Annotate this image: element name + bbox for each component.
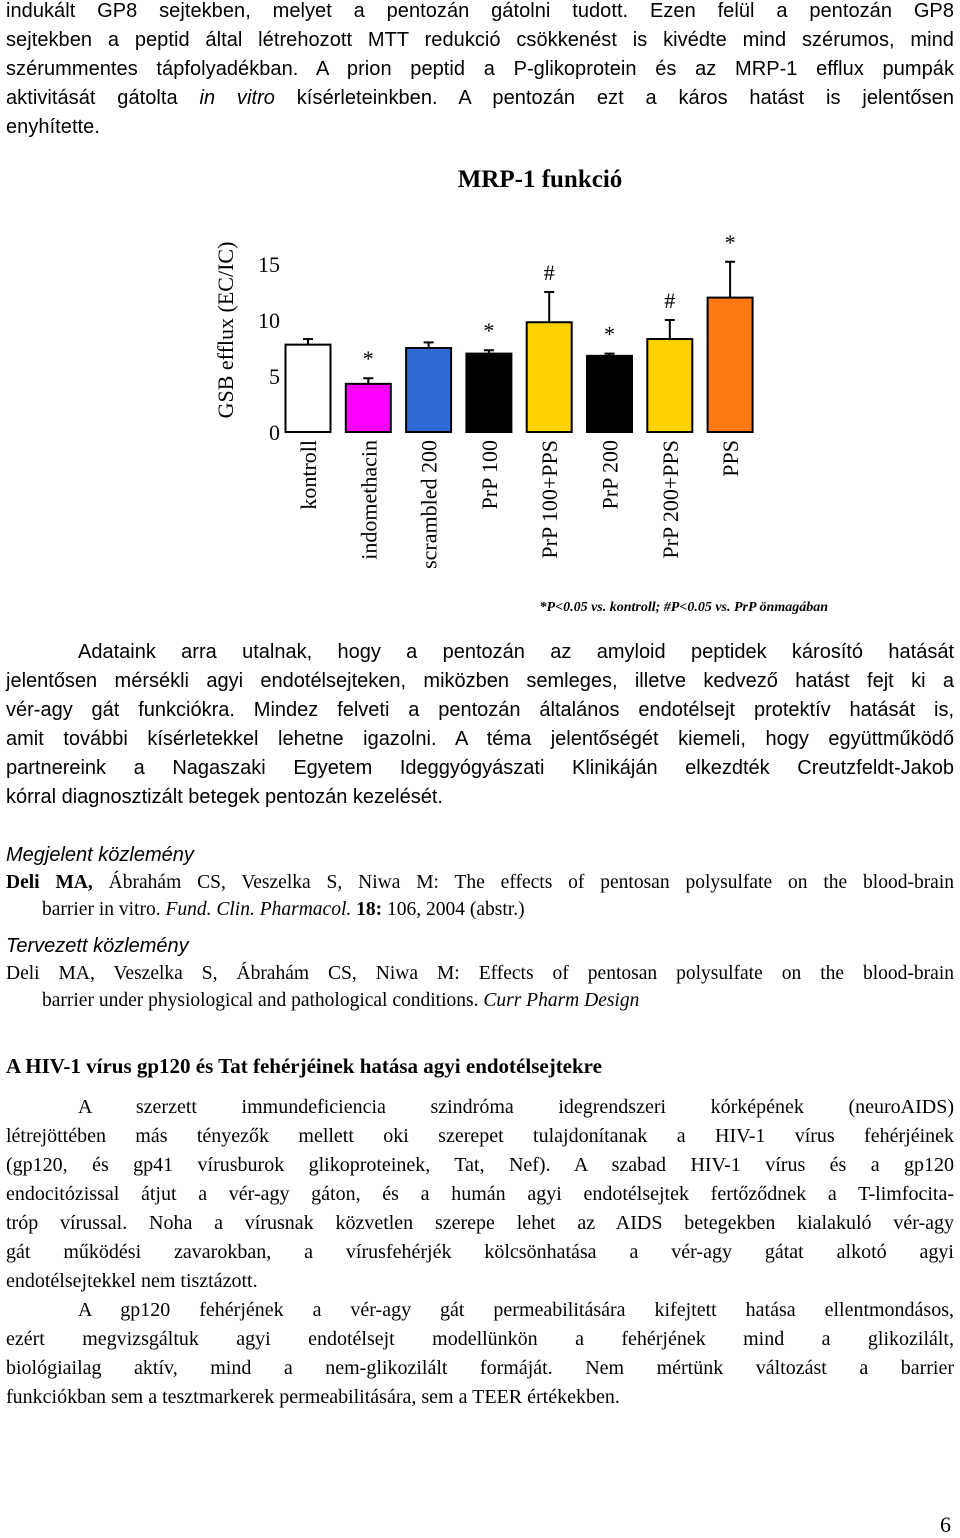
para3-line-6: gát működési zavarokban, a vírusfehérjék kölcsönhatása a vér-agy gátat alkotó agyi <box>6 1241 954 1263</box>
para3-line-3: (gp120, és gp41 vírusburok glikoproteinek, Tat, Nef). A szabad HIV-1 vírus és a gp120 <box>6 1154 954 1176</box>
pub1-line-2 <box>42 899 525 921</box>
pub2-line-2 <box>42 990 639 1012</box>
y-tick-label: 5 <box>269 364 280 389</box>
pub2-heading: Tervezett közlemény <box>6 935 189 957</box>
bar-0 <box>286 345 331 432</box>
bar-7 <box>708 298 753 432</box>
para4-line-2: ezért megvizsgáltuk agyi endotélsejt modellünkön a fehérjének mind a glikozilált, <box>6 1328 954 1350</box>
intro-line-4-b: kísérleteinkben. A pentozán ezt a káros hatást is jelentősen <box>274 87 955 109</box>
y-tick-label: 0 <box>269 420 280 445</box>
para2-line-4: amit további kísérletekkel lehetne igazolni. A téma jelentőségét kiemeli, hogy együttműködő <box>6 728 954 750</box>
significance-marker: # <box>543 260 555 285</box>
x-tick-label: kontroll <box>296 440 321 510</box>
bar-6 <box>647 339 692 432</box>
x-tick-label: PrP 100 <box>476 440 502 510</box>
section-title: A HIV-1 vírus gp120 és Tat fehérjéinek hatása agyi endotélsejtekre <box>6 1054 602 1078</box>
bar-5 <box>587 356 632 432</box>
y-tick-label: 10 <box>258 308 280 333</box>
x-tick-label: scrambled 200 <box>416 440 442 569</box>
pub1-author: Deli MA, <box>6 872 93 893</box>
pub1-heading: Megjelent közlemény <box>6 844 194 866</box>
bar-3 <box>466 354 511 432</box>
chart-y-axis-label: GSB efflux (EC/IC) <box>213 241 238 419</box>
significance-marker: * <box>724 229 736 255</box>
pub1-journal: Fund. Clin. Pharmacol. <box>165 899 352 920</box>
x-tick-label: indomethacin <box>356 440 382 560</box>
pub2-journal: Curr Pharm Design <box>483 990 640 1011</box>
para3-line-4: endocitózissal átjut a vér-agy gáton, és a humán agyi endotélsejtek fertőződnek a T-limfocita- <box>6 1183 954 1205</box>
x-tick-label: PrP 200 <box>597 440 623 510</box>
chart-title: MRP-1 funkció <box>457 166 623 193</box>
significance-marker: * <box>362 346 374 372</box>
bar-1 <box>346 384 391 432</box>
bar-2 <box>406 348 451 432</box>
para2-line-3: vér-agy gát funkciókra. Mindez felveti a pentozán általános endotélsejt protektív hatását is, <box>6 699 954 721</box>
significance-marker: * <box>604 321 615 347</box>
para3-line-2: létrejöttében más tényezők mellett oki szerepet tulajdonítanak a HIV-1 vírus fehérjéinek <box>6 1125 954 1147</box>
x-tick-label: PrP 200+PPS <box>657 440 683 559</box>
para4-line-3: biológiailag aktív, mind a nem-glikozilált formáját. Nem mértünk változást a barrier <box>6 1357 954 1379</box>
pub2-line2-a: barrier under physiological and pathological conditions. <box>42 990 484 1011</box>
pub1-line1-rest: Ábrahám CS, Veszelka S, Niwa M: The effects of pentosan polysulfate on the blood-brain <box>92 872 955 893</box>
para4-line-1: A gp120 fehérjének a vér-agy gát permeabilitására kifejtett hatása ellentmondásos, <box>78 1299 954 1321</box>
intro-line-4 <box>6 87 954 110</box>
x-tick-label: PrP 100+PPS <box>537 440 563 559</box>
pub1-line2-a: barrier in vitro. <box>42 899 166 920</box>
pub2-line1-rest: , Veszelka S, Ábrahám CS, Niwa M: Effects of pentosan polysulfate on the blood-brain <box>89 963 954 984</box>
para2-line-6: kórral diagnosztizált betegek pentozán kezelését. <box>6 786 443 808</box>
para2-line-2: jelentősen mérsékli agyi endotélsejteken, miközben semleges, illetve kedvező hatást fejt ki a <box>6 670 954 692</box>
para2-line-1: Adataink arra utalnak, hogy a pentozán az amyloid peptidek károsító hatását <box>78 641 954 663</box>
pub1-volume: 18: <box>356 899 383 920</box>
intro-line-4-a: aktivitását gátolta <box>6 87 200 109</box>
pub1-line-1 <box>6 872 954 894</box>
bar-4 <box>527 322 572 432</box>
para3-line-1: A szerzett immundeficiencia szindróma idegrendszeri kórképének (neuroAIDS) <box>78 1096 954 1118</box>
intro-line-5: enyhítette. <box>6 116 100 138</box>
pub2-author: Deli MA <box>6 963 90 984</box>
intro-line-1: indukált GP8 sejtekben, melyet a pentozán gátolni tudott. Ezen felül a pentozán GP8 <box>6 0 954 22</box>
intro-line-3: szérummentes tápfolyadékban. A prion peptid a P-glikoprotein és az MRP-1 efflux pumpák <box>6 58 954 80</box>
intro-line-4-italic: in vitro <box>199 87 275 109</box>
intro-line-2: sejtekben a peptid által létrehozott MTT redukció csökkenést is kivédte mind szérumos, mind <box>6 29 954 51</box>
para4-line-4: funkciókban sem a tesztmarkerek permeabilitására, sem a TEER értékekben. <box>6 1386 620 1408</box>
significance-marker: # <box>664 288 676 313</box>
x-tick-label: PPS <box>718 440 744 477</box>
page-number: 6 <box>940 1512 951 1537</box>
significance-marker: * <box>483 318 495 344</box>
pub2-line-1 <box>6 963 954 985</box>
pub1-line2-c: 106, 2004 (abstr.) <box>382 899 525 920</box>
para2-line-5: partnereink a Nagaszaki Egyetem Ideggyógyászati Klinikáján elkezdték Creutzfeldt-Jakob <box>6 757 954 779</box>
mrp1-bar-chart <box>195 160 845 620</box>
para3-line-7: endotélsejtekkel nem tisztázott. <box>6 1270 258 1292</box>
para3-line-5: tróp vírussal. Noha a vírusnak közvetlen szerepe lehet az AIDS betegekben kialakuló vér-agy <box>6 1212 954 1234</box>
y-tick-label: 15 <box>258 252 280 277</box>
chart-footnote: *P<0.05 vs. kontroll; #P<0.05 vs. PrP önmagában <box>539 600 828 615</box>
